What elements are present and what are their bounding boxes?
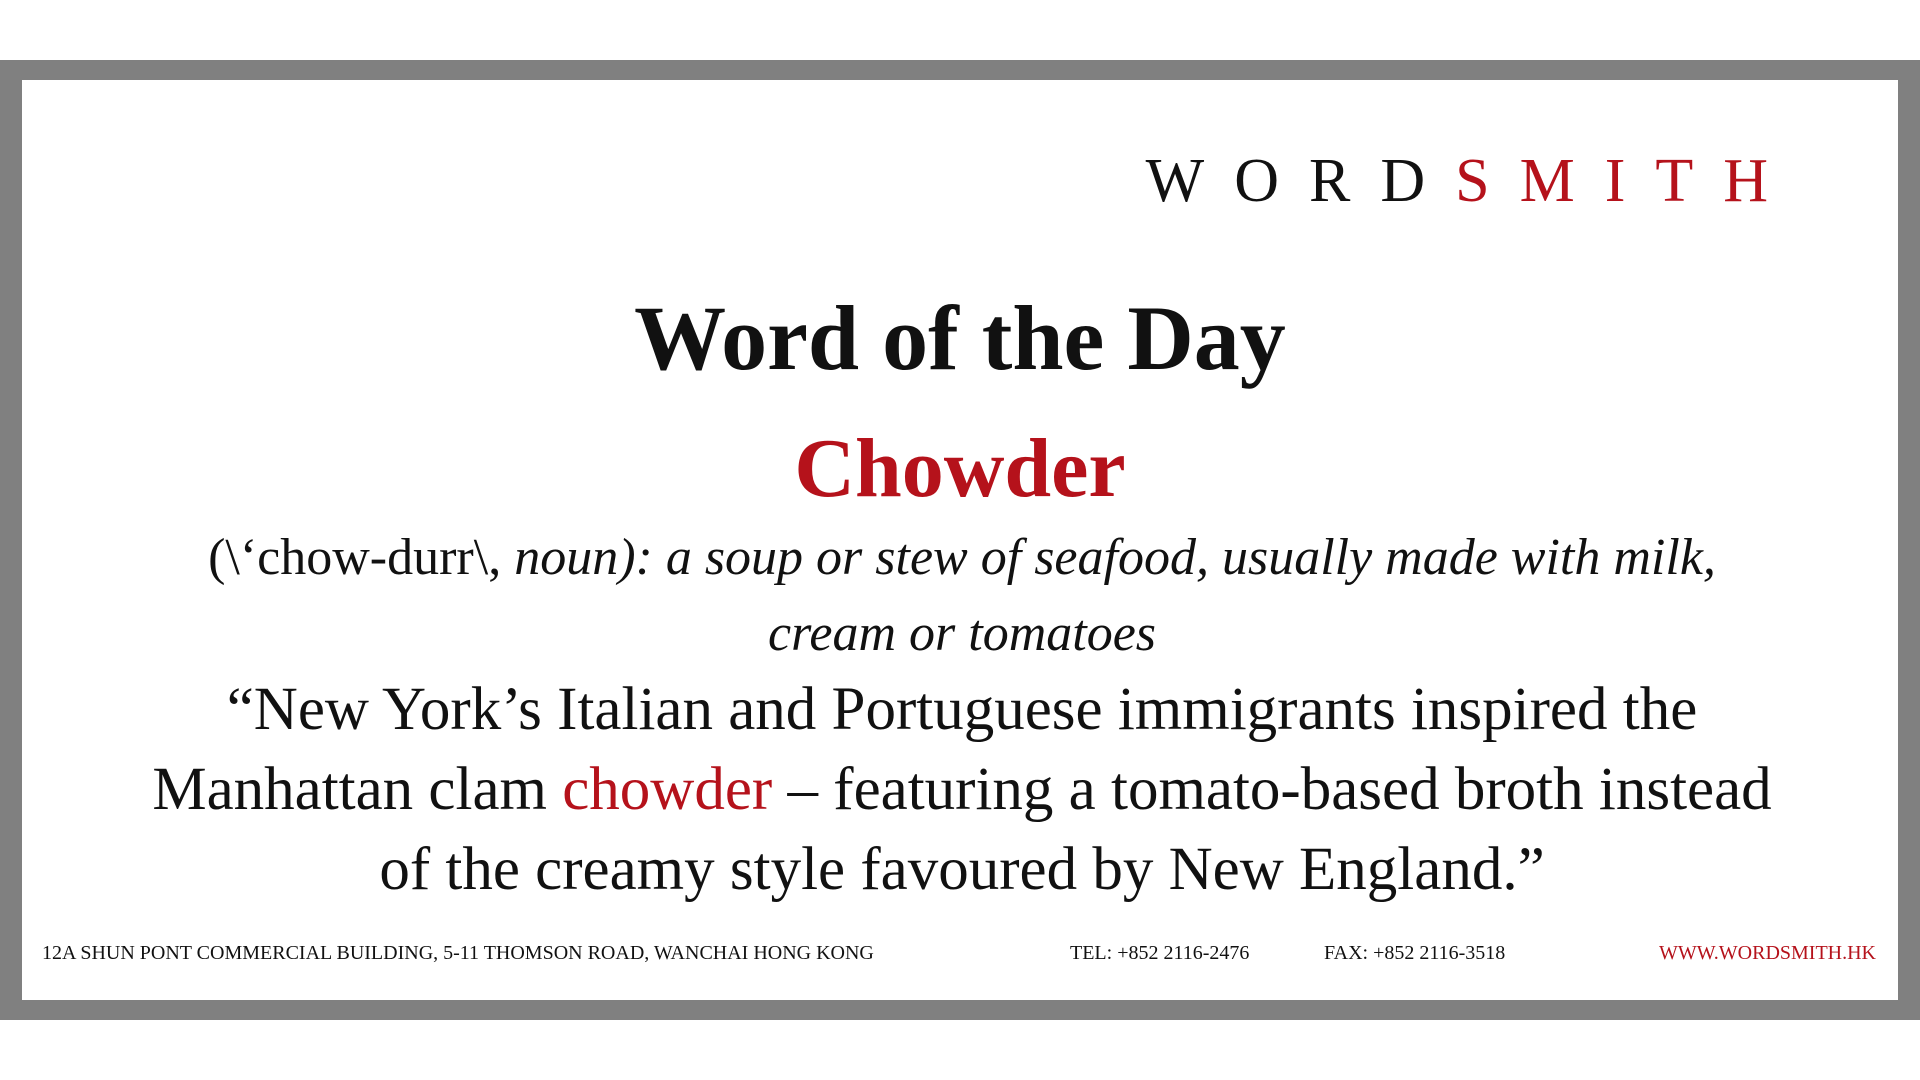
footer-fax: FAX: +852 2116-3518 — [1324, 942, 1506, 964]
footer-address: 12A SHUN PONT COMMERCIAL BUILDING, 5-11 THOMSON ROAD, WANCHAI HONG KONG — [42, 942, 874, 964]
slide-card — [22, 80, 1898, 1000]
definition — [192, 520, 1732, 672]
quote-after: – featuring a tomato-based broth instead of the creamy style favoured by New England.” — [379, 756, 1772, 903]
quote-before: “New York’s Italian and Portuguese immigrants inspired the Manhattan clam — [152, 676, 1698, 823]
featured-word: Chowder — [794, 422, 1126, 515]
slide-frame — [0, 60, 1920, 1020]
definition-text: noun): a soup or stew of seafood, usually made with milk, cream or tomatoes — [514, 529, 1716, 662]
footer-tel: TEL: +852 2116-2476 — [1070, 942, 1250, 964]
wordsmith-logo — [1146, 146, 1798, 217]
quote-highlight: chowder — [562, 756, 773, 823]
pronunciation: (\‘chow-durr\, — [208, 529, 515, 586]
example-quote — [122, 670, 1802, 910]
headline: Word of the Day — [634, 287, 1286, 389]
footer-website-link[interactable]: WWW.WORDSMITH.HK — [1658, 942, 1876, 964]
logo-word: WORD — [1145, 147, 1456, 215]
logo-smith: SMITH — [1455, 147, 1798, 215]
